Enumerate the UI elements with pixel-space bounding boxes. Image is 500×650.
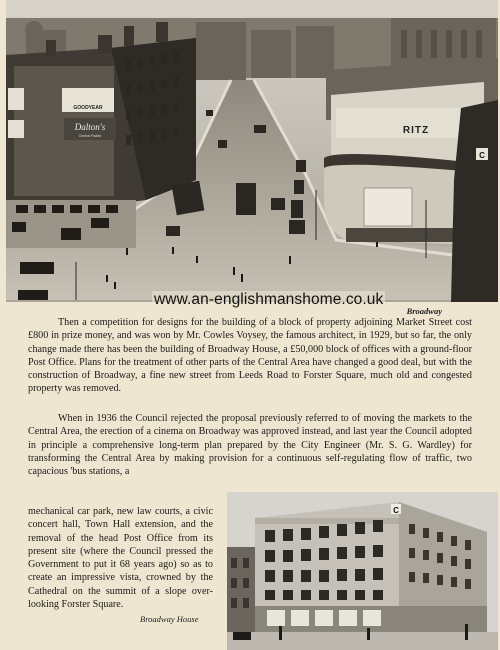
paragraph-2: When in 1936 the Council rejected the proposal previously referred to of moving the markets to the Central Area, the erection of a cinema on Broadway was approved instead, and last year the Council adopted in principle a comprehensive long-term plan prepared by the City Engineer (Mr. S. G. Wardley) for transforming the Central Area by making provision for a continuous self-regulating flow of traffic, two capacious 'bus stations, a: [28, 413, 472, 478]
broadway-house-illustration: [227, 492, 498, 650]
ritz-sign-text: RITZ: [402, 125, 430, 136]
paragraph-1: Then a competition for designs for the building of a block of property adjoining Market Street cost £800 in prize money, and was won by Mr. Cowles Voysey, the famous architect, in 1929, but so far, the only change made there has been the building of Broadway House, a £50,000 block of offices with a ground-floor Post Office. Plans for the treatment of other parts of the Central Area have changed a good deal, but with the construction of Broadway, a fine new street from Leeds Road to Forster Square, much old and congested property was removed.: [28, 317, 472, 395]
top-photo-caption: Broadway: [406, 306, 442, 316]
bottom-photo-caption: Broadway House: [140, 614, 199, 624]
goodyear-sign-text: GOODYEAR: [73, 105, 103, 111]
broadway-photo-illustration: [6, 0, 498, 302]
central-flakes-sign-text: Central Flakes: [78, 134, 102, 138]
paragraph-3: mechanical car park, new law courts, a civic concert hall, Town Hall extension, and the removal of the head Post Office from its present site (where the Council pressed the Government to put it 68 years ago) so as to create an impressive vista, crowned by the Cathedral on the summit of a slope over-looking Forster Square.: [28, 506, 213, 611]
daltons-sign-text: Dalton's: [74, 122, 106, 132]
broadway-aerial-photo: [6, 0, 498, 302]
svg-text:C: C: [479, 151, 485, 160]
svg-text:C: C: [393, 506, 399, 515]
broadway-house-photo: [227, 492, 498, 650]
watermark: www.an-englishmanshome.co.uk: [154, 291, 384, 308]
